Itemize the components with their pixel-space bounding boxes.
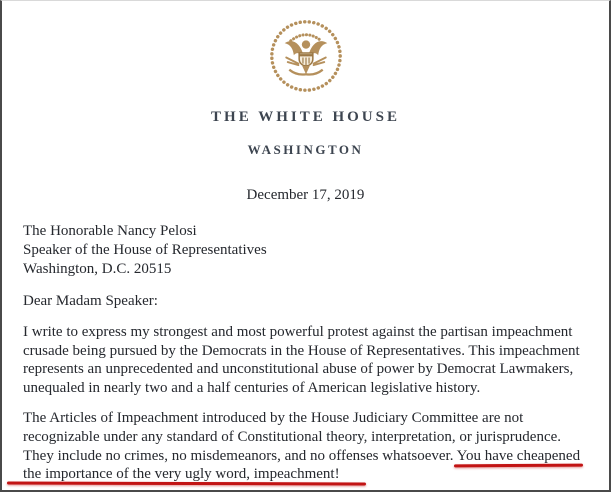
- recipient-name: The Honorable Nancy Pelosi: [23, 223, 197, 239]
- letter-line: represents an unprecedented and unconstitutional abuse of power by Democrat Lawmakers,: [23, 361, 574, 378]
- letter-date: December 17, 2019: [246, 187, 365, 203]
- letter-line: recognizable under any standard of Constitutional theory, interpretation, or jurisprudence.: [23, 428, 562, 445]
- letter-line: [23, 465, 591, 484]
- letter-line: I write to express my strongest and most powerful protest against the partisan impeachment: [23, 324, 573, 340]
- recipient-address: [23, 222, 609, 279]
- paragraph-2: [23, 409, 591, 483]
- letter-line: [23, 447, 591, 466]
- letterhead-title: THE WHITE HOUSE: [211, 109, 400, 125]
- salutation: Dear Madam Speaker:: [23, 293, 158, 309]
- recipient-title: Speaker of the House of Representatives: [23, 242, 267, 258]
- letter-line: crusade being pursued by the Democrats in the House of Representatives. This impeachment: [23, 342, 580, 359]
- letter-line: The Articles of Impeachment introduced by the House Judiciary Committee are not: [23, 410, 524, 427]
- recipient-city: Washington, D.C. 20515: [23, 261, 172, 277]
- presidential-seal-icon: [268, 18, 344, 94]
- paragraph-1: [23, 323, 591, 397]
- letter-line-text: They include no crimes, no misdemeanors, and no offenses whatsoever.: [23, 447, 457, 464]
- letterhead-subtitle: WASHINGTON: [247, 142, 364, 157]
- letter-line: unequaled in nearly two and a half centuries of American legislative history.: [23, 379, 481, 396]
- red-underlined-phrase: You have cheapened: [456, 447, 581, 464]
- red-underlined-phrase: the importance of the very ugly word, impeachment!: [23, 466, 340, 483]
